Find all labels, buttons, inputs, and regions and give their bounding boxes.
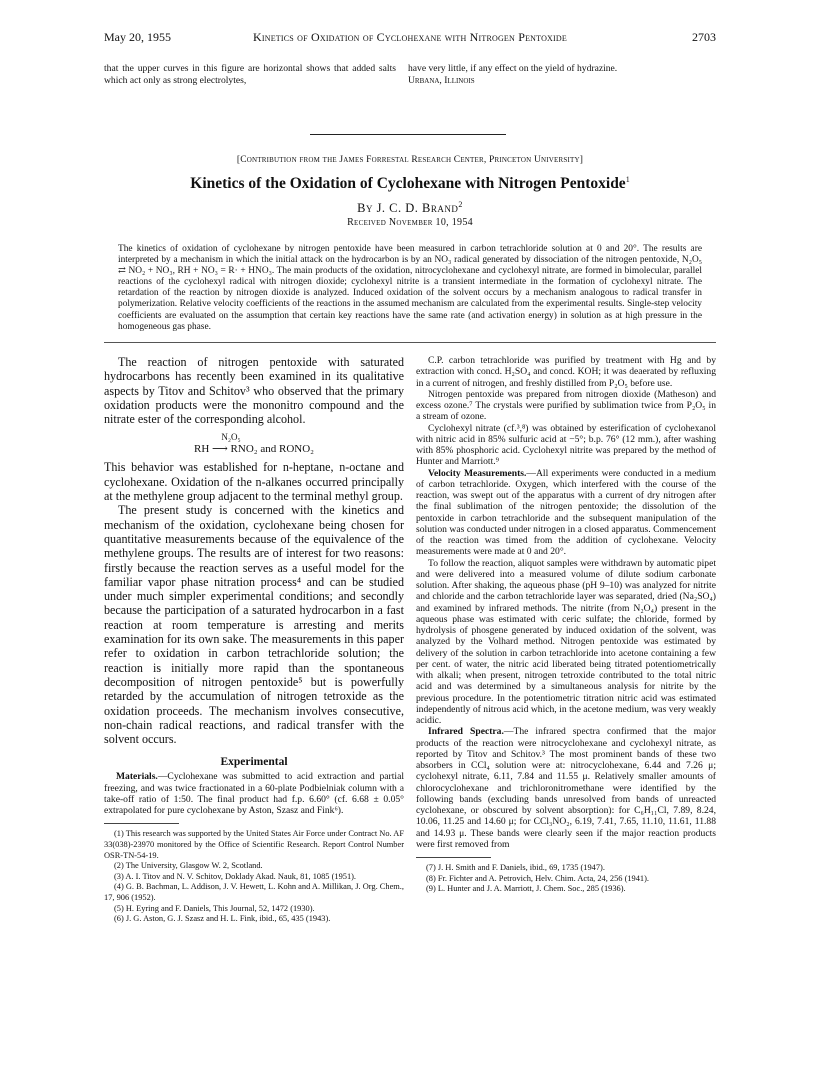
materials-section (104, 771, 404, 816)
velocity-head: Velocity Measurements. (428, 467, 527, 479)
separator-rule (310, 134, 506, 135)
footnote: (7) J. H. Smith and F. Daniels, ibid., 69, 1735 (1947). (426, 863, 605, 872)
author-line (104, 200, 716, 216)
experimental-heading: Experimental (220, 756, 288, 769)
author-name: By J. C. D. Brand (357, 201, 459, 216)
footnote: (8) Fr. Fichter and A. Petrovich, Helv. Chim. Acta, 24, 256 (1941). (426, 873, 649, 883)
infrared-text: —The infrared spectra confirmed that the major products of the reaction were nitrocyclohexane and cyclohexyl nitrate, as reported by Titov and Schitov.³ The most prominent bands of these two absorbers in CCl₄ solution were at: nitrocyclohexane, 6.44 and 7.26 μ; cyclohexyl nitrate, 6.11, 7.84 and 11.55 μ. Relatively smaller amounts of chlorocyclohexane and trichloronitromethane were identified by the following bands (excluding bands unresolved from bands of unreacted cyclohexane, or obscured by solvent absorption): for C₆H₁₁Cl, 7.89, 8.24, 10.06, 11.25 and 14.60 μ; for CCl₃NO₂, 6.19, 7.41, 7.65, 11.10, 11.61, 11.88 and 14.93 μ. These bands were clearly seen if the major reaction products were first removed from (416, 726, 716, 850)
running-header (104, 30, 716, 46)
experimental-body (416, 355, 716, 850)
introduction (104, 355, 404, 746)
contribution-line: [Contribution from the James Forrestal Research Center, Princeton University] (236, 155, 584, 165)
footnote: (1) This research was supported by the United States Air Force under Contract No. AF 33(038)-23970 monitored by the Office of Scientific Research. Report Control Number OSR-TN-54-19. (104, 829, 404, 860)
right-column (416, 355, 716, 895)
solvent-paragraph: C.P. carbon tetrachloride was purified by treatment with Hg and by extraction with concd. H₂SO₄ and concd. KOH; it was deaerated by refluxing in a current of nitrogen, and freshly distilled from P₂O₅ before use. (416, 355, 716, 389)
footnote: (2) The University, Glasgow W. 2, Scotland. (114, 861, 263, 871)
reaction-equation (104, 431, 404, 455)
previous-article-text-col2 (408, 63, 716, 87)
footnote-rule (416, 857, 491, 858)
abstract: The kinetics of oxidation of cyclohexane by nitrogen pentoxide have been measured in carbon tetrachloride solution at 0 and 20°. The results are interpreted by a mechanism in which the initial attack on the hydrocarbon is by an NO₃ radical generated by dissociation of the nitrogen pentoxide, N₂O₅ ⇄ NO₂ + NO₃, RH + NO₃ = R· + HNO₃. The main products of the oxidation, nitrocyclohexane and cyclohexyl nitrate, are formed in bimolecular, parallel reactions of the cyclohexyl radical with nitrogen dioxide; cyclohexyl nitrite is a transient intermediate in the formation of cyclohexyl nitrate. The retardation of the reaction by nitrogen dioxide is analyzed. Induced oxidation of the solvent occurs by a mechanism analogous to radical transfer in polymerization. Relative velocity coefficients of the reactions in the assumed mechanism are calculated from the experimental results. Single-step velocity coefficients are evaluated on the assumption that certain key reactions have the same rate (and activation energy) in solution as at high pressure in the homogeneous gas phase. (118, 244, 702, 332)
intro-paragraph-1: The reaction of nitrogen pentoxide with saturated hydrocarbons has recently been examined in its qualitative aspects by Titov and Schitov³ who observed that the primary oxidation products were the mononitro compound and the nitrate ester of the corresponding alcohol. (104, 355, 404, 427)
infrared-head: Infrared Spectra. (428, 726, 504, 738)
article-title (104, 175, 716, 193)
velocity-paragraph (416, 468, 716, 558)
materials-paragraph (104, 771, 404, 816)
footnote: (9) L. Hunter and J. A. Marriott, J. Chem. Soc., 285 (1936). (426, 884, 626, 894)
footnote: (3) A. I. Titov and N. V. Schitov, Doklady Akad. Nauk, 81, 1085 (1951). (114, 871, 357, 881)
header-date: May 20, 1955 (104, 30, 171, 44)
header-title: Kinetics of Oxidation of Cyclohexane with Nitrogen Pentoxide (253, 30, 567, 44)
abstract-rule (104, 342, 716, 343)
previous-article-last-line: have very little, if any effect on the yield of hydrazine. (408, 63, 618, 74)
previous-article-text-col1: that the upper curves in this figure are horizontal shows that added salts which act only as strong electrolytes, (104, 63, 396, 86)
journal-page (104, 30, 716, 1060)
intro-paragraph-3: The present study is concerned with the kinetics and mechanism of the oxidation, cyclohexane being chosen for quantitative measurements because of the equivalence of the methylene groups. The results are of interest for two reasons: firstly because the reaction serves as a useful model for the familiar vapor phase nitration process⁴ and can be studied under much simpler experimental conditions; and secondly because the participation of a saturated hydrocarbon in a fast reaction at room temperature is arresting and merits examination for its own sake. The measurements in this paper refer to oxidation in carbon tetrachloride solution; the reaction is initially more rapid than the spontaneous decomposition of nitrogen pentoxide⁵ but is powerfully retarded by the accumulation of nitrogen tetroxide as the oxidation proceeds. The mechanism involves consecutive, non-chain radical reactions, and radical transfer with the solvent occurs. (104, 503, 404, 747)
materials-text: —Cyclohexane was submitted to acid extraction and partial freezing, and was twice fractionated in a 60-plate Podbielniak column with a take-off ratio of 1:50. The final product had f.p. 6.60° (cf. 6.68 ± 0.05° extrapolated for pure cyclohexane by Aston, Szasz and Fink⁶). (104, 771, 404, 817)
equation-body: RH ⟶ RNO₂ and RONO₂ (194, 443, 314, 456)
author-footnote-marker: 2 (458, 200, 463, 209)
article-title-text: Kinetics of the Oxidation of Cyclohexane with Nitrogen Pentoxide (190, 175, 626, 193)
footnotes-right (416, 863, 716, 895)
intro-paragraph-2: This behavior was established for n-heptane, n-octane and cyclohexane. Oxidation of the n-alkanes occurred principally at the methylene group adjacent to the terminal methyl group. (104, 460, 404, 504)
equation-reagent: N₂O₅ (221, 432, 241, 443)
left-column (104, 355, 404, 925)
footnote: (5) H. Eyring and F. Daniels, This Journal, 52, 1472 (1930). (114, 903, 315, 913)
title-footnote-marker: 1 (625, 175, 630, 184)
infrared-paragraph (416, 726, 716, 850)
received-date: Received November 10, 1954 (347, 217, 473, 228)
page-number: 2703 (692, 30, 716, 44)
nitrate-paragraph: Cyclohexyl nitrate (cf.³,⁸) was obtained by esterification of cyclohexanol with nitric acid in 85% sulfuric acid at −5°; b.p. 76° (12 mm.), after washing with 85% phosphoric acid. Cyclohexyl nitrite was prepared by the method of Hunter and Marriott.⁹ (416, 422, 716, 468)
footnotes-left (104, 829, 404, 924)
footnote-rule (104, 823, 179, 824)
velocity-text: —All experiments were conducted in a medium of carbon tetrachloride. Oxygen, which interfered with the course of the reaction, was swept out of the apparatus with a current of dry nitrogen after the final sublimation of the nitrogen pentoxide; the dissolution of the pentoxide in carbon tetrachloride and the subsequent manipulation of the solution was conducted under nitrogen in a closed apparatus. Commencement of the reaction was timed from the addition of cyclohexane. Velocity measurements were made at 0 and 20°. (416, 467, 716, 558)
previous-article-location: Urbana, Illinois (408, 75, 475, 86)
materials-head: Materials. (116, 771, 158, 783)
footnote: (6) J. G. Aston, G. J. Szasz and H. L. Fink, ibid., 65, 435 (1943). (114, 914, 331, 924)
footnote: (4) G. B. Bachman, L. Addison, J. V. Hewett, L. Kohn and A. Millikan, J. Org. Chem., 17, 906 (1952). (104, 882, 404, 902)
analysis-paragraph: To follow the reaction, aliquot samples were withdrawn by automatic pipet and were delivered into a measured volume of dilute sodium carbonate solution. After shaking, the aqueous phase (pH 9–10) was analyzed for nitrite and chloride and the carbon tetrachloride layer was separated, dried (Na₂SO₄) and examined by infrared methods. The nitrite (from N₂O₄) present in the aqueous phase was estimated with ceric sulfate; the chloride, formed by hydrolysis of phosgene generated by induced oxidation of the solvent, was analyzed by the Volhard method. Nitrogen pentoxide was estimated by delivery of the solution in carbon tetrachloride into acetone containing a few per cent. of water, the nitric acid liberated being titrated potentiometrically with alkali; when present, nitrogen tetroxide contributed to the total nitric acid and was determined by a simultaneous analysis for nitrite by the previous procedure. In the potentiometric titration nitric acid was estimated independently of nitrous acid which, in the acetone medium, was very weakly acidic. (416, 557, 716, 726)
pentoxide-paragraph: Nitrogen pentoxide was prepared from nitrogen dioxide (Matheson) and excess ozone.⁷ The crystals were purified by sublimation twice from P₂O₅ in a stream of ozone. (416, 388, 716, 423)
